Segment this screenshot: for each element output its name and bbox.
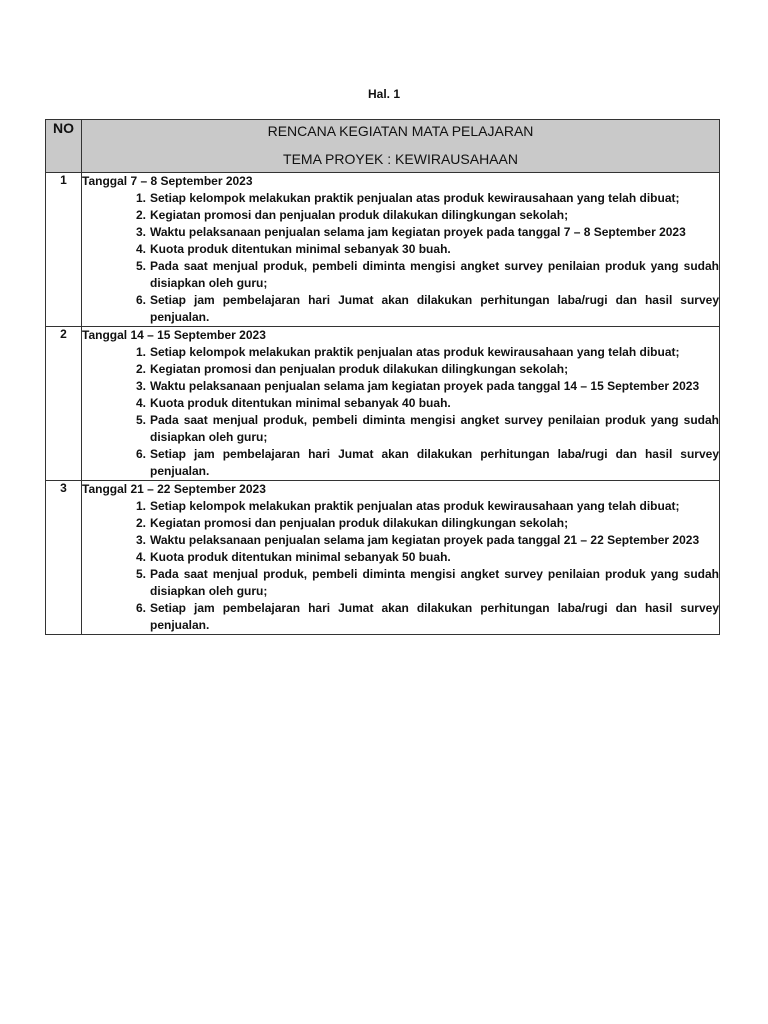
list-item-text: Kegiatan promosi dan penjualan produk dilakukan dilingkungan sekolah; bbox=[150, 362, 569, 376]
table-row bbox=[46, 481, 720, 635]
list-item-number: 5. bbox=[135, 259, 146, 273]
list-item-number: 3. bbox=[135, 225, 146, 239]
list-item-number: 1. bbox=[135, 499, 146, 513]
activity-list bbox=[82, 190, 719, 326]
list-item-number: 6. bbox=[135, 293, 146, 307]
list-item-number: 4. bbox=[135, 550, 146, 564]
row-number: 2 bbox=[46, 327, 82, 481]
project-theme: TEMA PROYEK : KEWIRAUSAHAAN bbox=[283, 151, 518, 167]
list-item-text: Kuota produk ditentukan minimal sebanyak bbox=[150, 396, 403, 410]
date-range-heading: Tanggal 14 – 15 September 2023 bbox=[82, 328, 266, 342]
activity-list bbox=[82, 344, 719, 480]
list-item-text: Kegiatan promosi dan penjualan produk dilakukan dilingkungan sekolah; bbox=[150, 516, 569, 530]
list-item-number: 5. bbox=[135, 413, 146, 427]
date-range-heading: Tanggal 7 – 8 September 2023 bbox=[82, 174, 253, 188]
list-item bbox=[135, 412, 719, 446]
table-row bbox=[46, 173, 720, 327]
list-item bbox=[135, 292, 719, 326]
list-item-number: 1. bbox=[135, 345, 146, 359]
list-item bbox=[135, 446, 719, 480]
list-item bbox=[135, 600, 719, 634]
list-item bbox=[135, 532, 719, 549]
list-item-number: 2. bbox=[135, 208, 146, 222]
list-item bbox=[135, 378, 719, 395]
list-item-number: 4. bbox=[135, 242, 146, 256]
table-title: RENCANA KEGIATAN MATA PELAJARAN bbox=[267, 123, 534, 139]
list-item-text: Kuota produk ditentukan minimal sebanyak bbox=[150, 242, 403, 256]
quota-amount: 50 buah bbox=[402, 550, 448, 564]
row-content bbox=[82, 481, 720, 635]
list-item bbox=[135, 344, 719, 361]
list-item bbox=[135, 515, 719, 532]
list-item bbox=[135, 258, 719, 292]
list-item bbox=[135, 241, 719, 258]
list-item-text: Setiap kelompok melakukan praktik penjualan atas produk kewirausahaan yang telah dibuat; bbox=[150, 345, 680, 359]
list-item-number: 6. bbox=[135, 601, 146, 615]
activity-list bbox=[82, 498, 719, 634]
list-item-number: 3. bbox=[135, 533, 146, 547]
list-item-text: Setiap jam pembelajaran hari Jumat akan dilakukan perhitungan laba/rugi dan hasil survey penjualan. bbox=[150, 601, 719, 632]
list-item-text-end: . bbox=[447, 396, 451, 410]
table-title-cell bbox=[82, 120, 720, 173]
activity-plan-table bbox=[45, 119, 720, 635]
list-item-text: Pada saat menjual produk, pembeli diminta mengisi angket survey penilaian produk yang sudah disiapkan oleh guru; bbox=[150, 259, 719, 290]
list-item-number: 1. bbox=[135, 191, 146, 205]
date-range-heading: Tanggal 21 – 22 September 2023 bbox=[82, 482, 266, 496]
quota-amount: 30 buah bbox=[402, 242, 448, 256]
row-number: 3 bbox=[46, 481, 82, 635]
list-item bbox=[135, 190, 719, 207]
quota-amount: 40 buah bbox=[402, 396, 448, 410]
list-item-text: Setiap kelompok melakukan praktik penjualan atas produk kewirausahaan yang telah dibuat; bbox=[150, 499, 680, 513]
table-row bbox=[46, 327, 720, 481]
list-item-number: 6. bbox=[135, 447, 146, 461]
table-header-row bbox=[46, 120, 720, 173]
list-item bbox=[135, 395, 719, 412]
list-item-text-end: . bbox=[447, 242, 451, 256]
list-item bbox=[135, 566, 719, 600]
list-item-text: Setiap jam pembelajaran hari Jumat akan dilakukan perhitungan laba/rugi dan hasil survey penjualan. bbox=[150, 447, 719, 478]
list-item-text: Kegiatan promosi dan penjualan produk dilakukan dilingkungan sekolah; bbox=[150, 208, 569, 222]
list-item-text: Waktu pelaksanaan penjualan selama jam kegiatan proyek pada tanggal 21 – 22 September 2023 bbox=[150, 533, 700, 547]
table-body bbox=[46, 173, 720, 635]
column-header-no: NO bbox=[46, 120, 82, 173]
list-item bbox=[135, 549, 719, 566]
list-item bbox=[135, 207, 719, 224]
list-item bbox=[135, 224, 719, 241]
list-item-text: Setiap jam pembelajaran hari Jumat akan dilakukan perhitungan laba/rugi dan hasil survey penjualan. bbox=[150, 293, 719, 324]
list-item-text: Setiap kelompok melakukan praktik penjualan atas produk kewirausahaan yang telah dibuat; bbox=[150, 191, 680, 205]
list-item-number: 2. bbox=[135, 516, 146, 530]
list-item-text: Waktu pelaksanaan penjualan selama jam kegiatan proyek pada tanggal 7 – 8 September 2023 bbox=[150, 225, 686, 239]
list-item bbox=[135, 498, 719, 515]
list-item-text: Kuota produk ditentukan minimal sebanyak bbox=[150, 550, 403, 564]
list-item-text-end: . bbox=[447, 550, 451, 564]
page-number: Hal. 1 bbox=[367, 87, 400, 101]
list-item-text: Waktu pelaksanaan penjualan selama jam kegiatan proyek pada tanggal 14 – 15 September 2023 bbox=[150, 379, 700, 393]
list-item-number: 2. bbox=[135, 362, 146, 376]
list-item-number: 5. bbox=[135, 567, 146, 581]
list-item-number: 3. bbox=[135, 379, 146, 393]
row-content bbox=[82, 327, 720, 481]
list-item-text: Pada saat menjual produk, pembeli diminta mengisi angket survey penilaian produk yang sudah disiapkan oleh guru; bbox=[150, 413, 719, 444]
list-item-number: 4. bbox=[135, 396, 146, 410]
row-content bbox=[82, 173, 720, 327]
list-item bbox=[135, 361, 719, 378]
list-item-text: Pada saat menjual produk, pembeli diminta mengisi angket survey penilaian produk yang sudah disiapkan oleh guru; bbox=[150, 567, 719, 598]
row-number: 1 bbox=[46, 173, 82, 327]
